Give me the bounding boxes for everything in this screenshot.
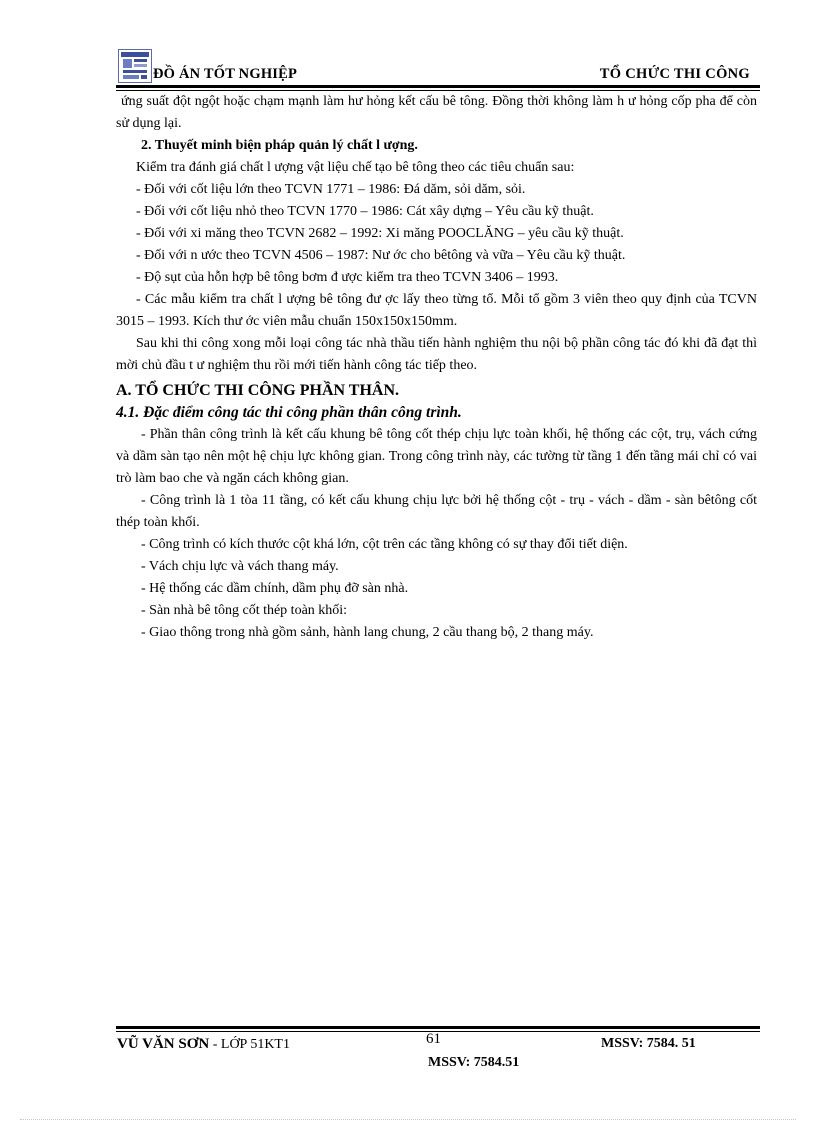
body-paragraph: Kiểm tra đánh giá chất l ượng vật liệu chế tạo bê tông theo các tiêu chuẩn sau:	[136, 160, 575, 175]
section-heading: 4.1. Đặc điểm công tác thi công phần thân công trình.	[116, 404, 462, 421]
page-bottom-divider	[20, 1119, 796, 1120]
student-name: VŨ VĂN SƠN	[117, 1036, 210, 1052]
page-number: 61	[426, 1031, 441, 1047]
body-paragraph: - Các mẫu kiểm tra chất l ượng bê tông đư ợc lấy theo từng tổ. Mỗi tổ gồm 3 viên theo quy định của TCVN 3015 – 1993. Kích thư ớc viên mẫu chuẩn 150x150x150mm.	[116, 292, 757, 329]
class-label: - LỚP 51KT1	[209, 1037, 290, 1052]
body-paragraph: - Đối với n ước theo TCVN 4506 – 1987: Nư ớc cho bêtông và vữa – Yêu cầu kỹ thuật.	[136, 248, 626, 263]
footer-rule-thick	[116, 1026, 760, 1029]
body-paragraph: - Sàn nhà bê tông cốt thép toàn khối:	[141, 603, 348, 618]
header-left-title: ĐỒ ÁN TỐT NGHIỆP	[153, 66, 298, 82]
header-rule-thick	[116, 85, 760, 88]
body-paragraph: - Công trình có kích thước cột khá lớn, cột trên các tầng không có sự thay đổi tiết diện.	[141, 537, 628, 552]
section-heading: A. TỔ CHỨC THI CÔNG PHẦN THÂN.	[116, 382, 399, 399]
body-paragraph: - Giao thông trong nhà gồm sảnh, hành lang chung, 2 cầu thang bộ, 2 thang máy.	[141, 625, 594, 640]
body-paragraph: - Đối với cốt liệu nhỏ theo TCVN 1770 – 1986: Cát xây dựng – Yêu cầu kỹ thuật.	[136, 204, 594, 219]
body-paragraph: - Độ sụt của hỗn hợp bê tông bơm đ ược kiểm tra theo TCVN 3406 – 1993.	[136, 270, 559, 285]
body-paragraph: - Vách chịu lực và vách thang máy.	[141, 559, 339, 574]
body-paragraph: - Công trình là 1 tòa 11 tầng, có kết cấu khung chịu lực bởi hệ thống cột - trụ - vách - dầm - sàn bêtông cốt thép toàn khối.	[116, 493, 757, 530]
body-paragraph: - Đối với cốt liệu lớn theo TCVN 1771 – 1986: Đá dăm, sỏi dăm, sỏi.	[136, 182, 526, 197]
university-logo-icon	[118, 49, 152, 83]
document-body	[116, 91, 757, 644]
body-paragraph: Sau khi thi công xong mỗi loại công tác nhà thầu tiến hành nghiệm thu nội bộ phần công tác đó khi đã đạt thì mời chủ đầu t ư nghiệm thu rồi mới tiến hành công tác tiếp theo.	[116, 336, 757, 373]
header-right-title: TỔ CHỨC THI CÔNG	[599, 66, 750, 82]
section-heading: 2. Thuyết minh biện pháp quản lý chất l ượng.	[141, 138, 418, 153]
footer-author	[117, 1036, 290, 1053]
footer-mssv-right: MSSV: 7584. 51	[601, 1036, 696, 1051]
footer-mssv-center: MSSV: 7584.51	[428, 1055, 520, 1070]
body-paragraph: - Phần thân công trình là kết cấu khung bê tông cốt thép chịu lực toàn khối, hệ thống các cột, trụ, vách cứng và dầm sàn tạo nên một hệ chịu lực không gian. Trong công trình này, các tường từ tầng 1 đến tầng mái chỉ có vai trò làm bao che và ngăn cách không gian.	[116, 427, 757, 486]
body-paragraph: - Hệ thống các dầm chính, dầm phụ đỡ sàn nhà.	[141, 581, 409, 596]
body-paragraph: ứng suất đột ngột hoặc chạm mạnh làm hư hỏng kết cấu bê tông. Đồng thời không làm h ư hỏng cốp pha để còn sử dụng lại.	[116, 94, 757, 131]
body-paragraph: - Đối với xi măng theo TCVN 2682 – 1992: Xi măng POOCLĂNG – yêu cầu kỹ thuật.	[136, 226, 624, 241]
